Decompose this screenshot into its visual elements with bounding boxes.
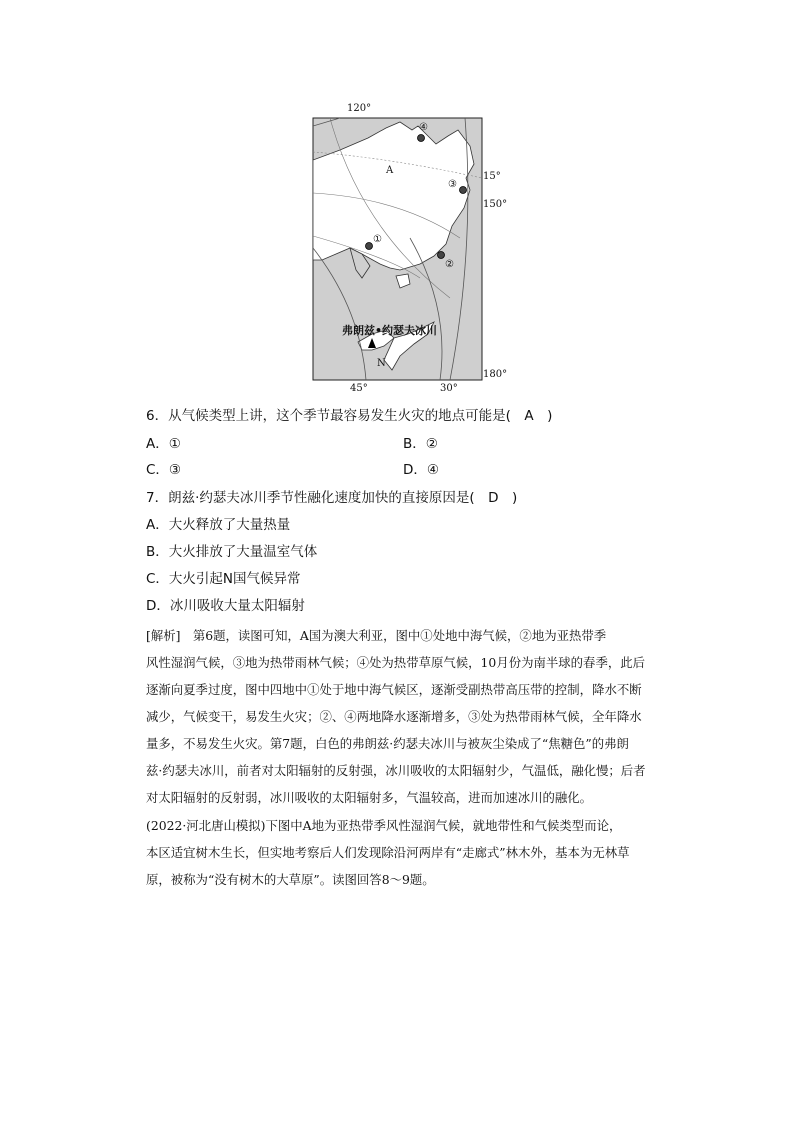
analysis-line: 减少，气候变干，易发生火灾；②、④两地降水逐渐增多，③处为热带雨林气候，全年降水 [146,709,642,724]
label-lat-15: 15° [483,171,501,182]
label-lat-30: 30° [440,383,458,394]
svg-text:③: ③ [448,179,457,190]
q6-option-c: C．③ [146,462,182,478]
intro-paragraph [146,812,686,893]
label-lon-120: 120° [347,103,372,114]
intro-line: 本区适宜树木生长，但实地考察后人们发现除沿河两岸有“走廊式”林木外，基本为无林草 [146,845,630,860]
q7-option-a: A．大火释放了大量热量 [146,517,291,533]
map-figure [300,98,510,398]
label-glacier: 弗朗兹•约瑟夫冰川 [342,324,438,337]
label-country-n: N [377,358,386,369]
intro-line: (2022·河北唐山模拟)下图中A地为亚热带季风性湿润气候，就地带性和气候类型而论， [146,818,622,833]
label-lon-150: 150° [483,199,508,210]
analysis-line: 兹·约瑟夫冰川，前者对太阳辐射的反射强，冰川吸收的太阳辐射少，气温低，融化慢；后者 [146,763,646,778]
q7-option-b: B．大火排放了大量温室气体 [146,544,318,560]
analysis-line: 对太阳辐射的反射弱，冰川吸收的太阳辐射多，气温较高，进而加速冰川的融化。 [146,790,593,805]
q6-option-a: A．① [146,436,181,452]
label-country-a: A [386,165,394,176]
svg-text:②: ② [445,259,454,270]
analysis-line: [解析] 第6题，读图可知，A国为澳大利亚，图中①处地中海气候，②地为亚热带季 [146,628,607,643]
analysis-line: 逐渐向夏季过度，图中四地中①处于地中海气候区，逐渐受副热带高压带的控制，降水不断 [146,682,642,697]
q6-option-b: B．② [403,436,438,452]
svg-text:④: ④ [419,122,428,133]
q7-option-d: D．冰川吸收大量太阳辐射 [146,598,305,614]
analysis-paragraph [146,622,686,811]
question-6-stem: 6．从气候类型上讲，这个季节最容易发生火灾的地点可能是( A ) [146,408,553,424]
question-7-stem: 7．朗兹·约瑟夫冰川季节性融化速度加快的直接原因是( D ) [146,490,518,506]
label-lat-45: 45° [350,383,368,394]
analysis-line: 风性湿润气候，③地为热带雨林气候；④处为热带草原气候，10月份为南半球的春季，此后 [146,655,646,670]
label-lon-180: 180° [483,369,508,380]
svg-text:①: ① [373,234,382,245]
intro-line: 原，被称为“没有树木的大草原”。读图回答8～9题。 [146,872,435,887]
analysis-line: 量多，不易发生火灾。第7题，白色的弗朗兹·约瑟夫冰川与被灰尘染成了“焦糖色”的弗朗 [146,736,629,751]
q7-option-c: C．大火引起N国气候异常 [146,571,301,587]
q6-option-d: D．④ [403,462,439,478]
australia-map [300,98,510,398]
